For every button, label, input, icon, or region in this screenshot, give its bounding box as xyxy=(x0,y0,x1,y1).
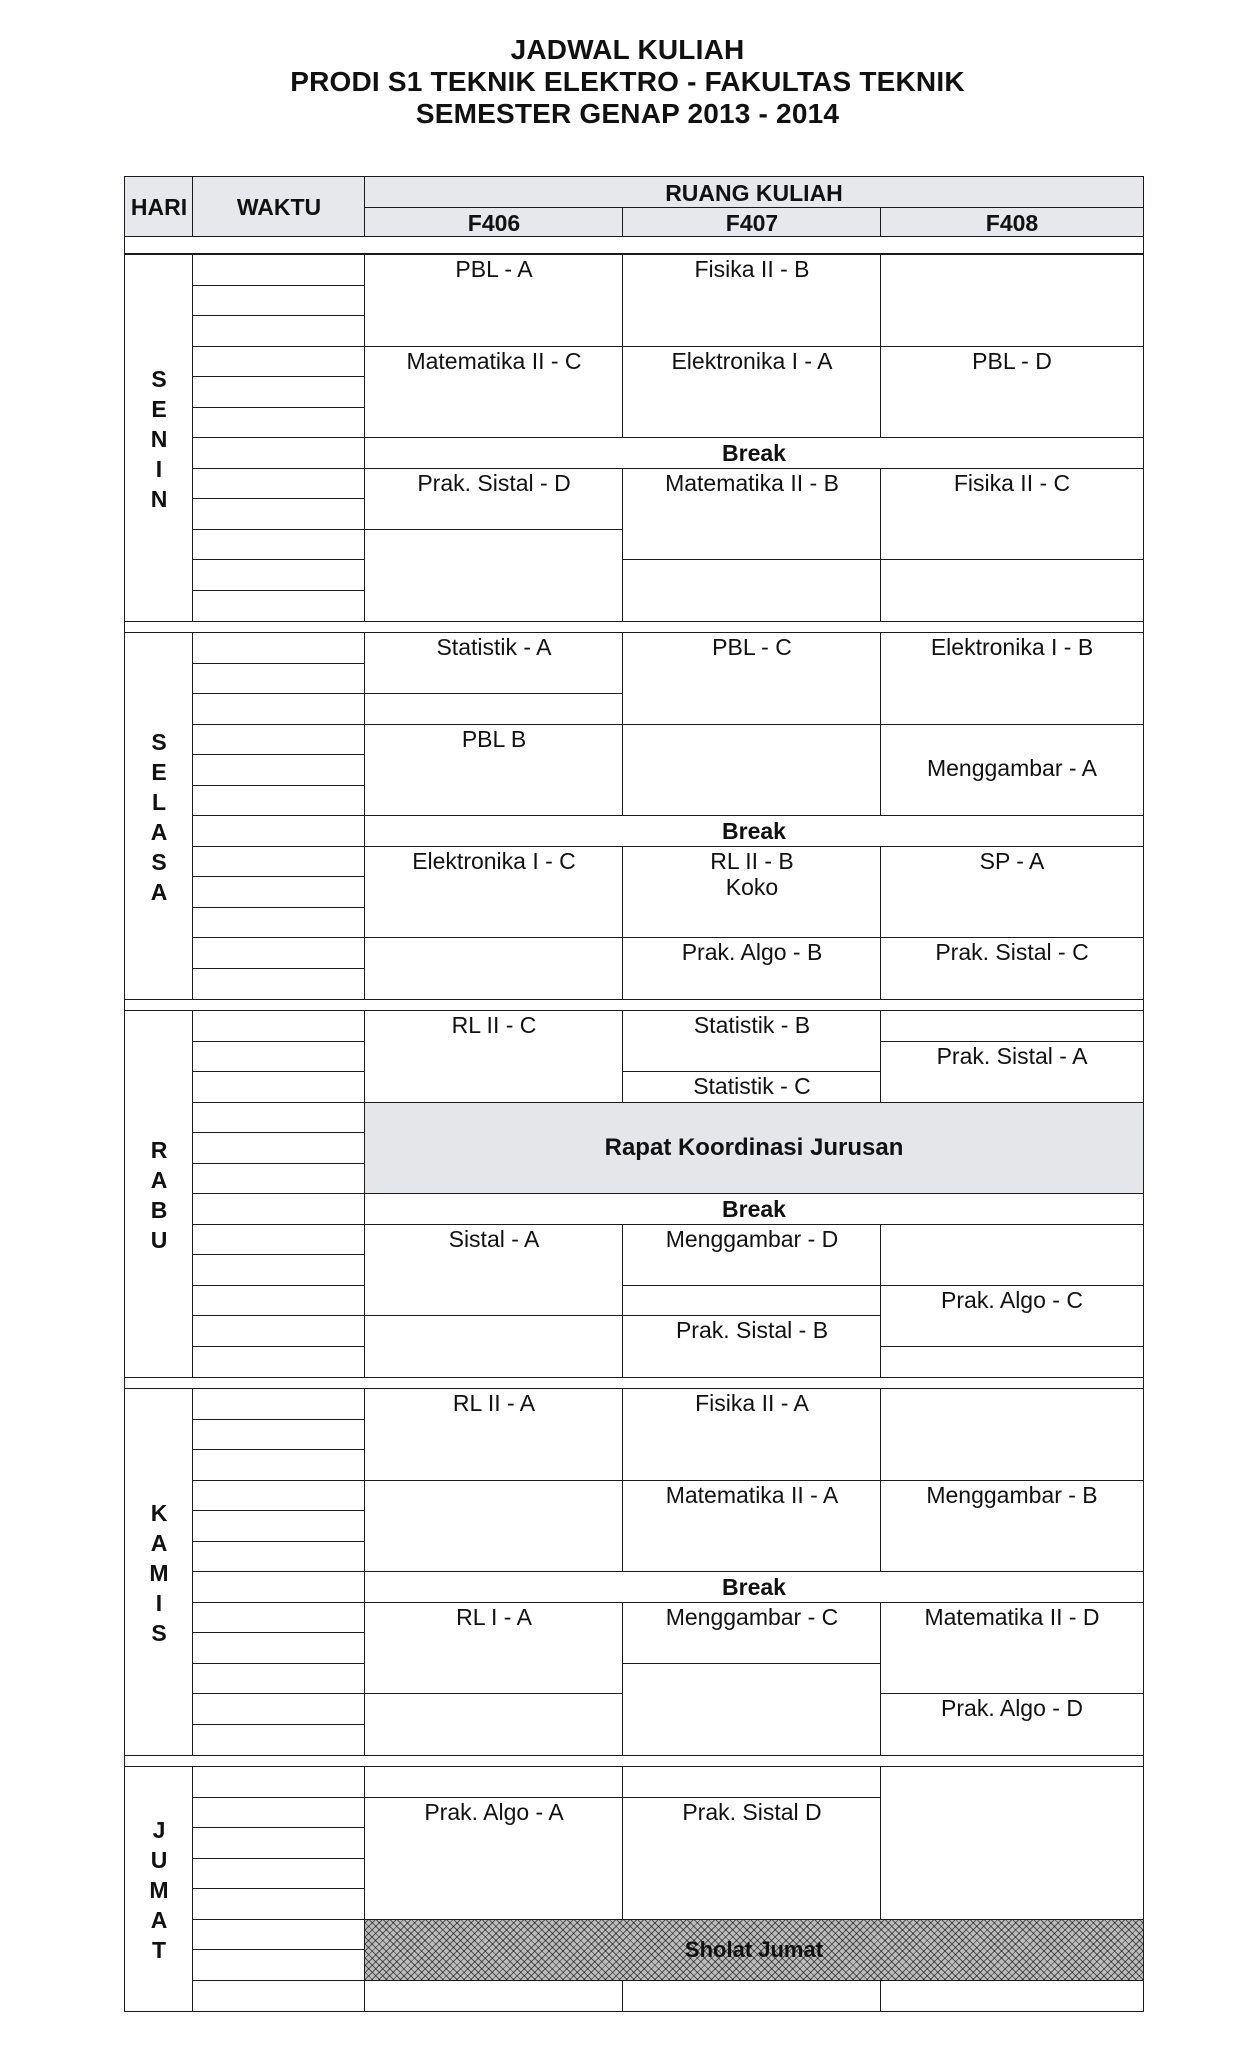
time-slot xyxy=(192,1602,366,1634)
course-label: Fisika II - B xyxy=(694,256,810,282)
course-label: Prak. Algo - A xyxy=(424,1798,564,1825)
day-senin xyxy=(124,254,194,622)
time-slot xyxy=(192,1388,366,1420)
empty-cell xyxy=(880,1980,1144,2012)
empty-cell xyxy=(880,1766,1144,1920)
time-slot xyxy=(192,1315,366,1347)
course-label: PBL B xyxy=(461,725,527,752)
course-label: Elektronika I - B xyxy=(930,634,1094,660)
empty-cell xyxy=(622,1980,882,2012)
empty-cell xyxy=(364,1980,624,2012)
schedule-cell xyxy=(880,468,1144,561)
empty-cell xyxy=(364,1315,624,1378)
day-letter: K xyxy=(150,1499,168,1526)
prayer-block xyxy=(364,1919,1144,1982)
time-slot xyxy=(192,1949,366,1981)
time-slot xyxy=(192,1919,366,1951)
schedule-cell xyxy=(622,632,882,725)
schedule-cell xyxy=(622,254,882,347)
header-waktu: WAKTU xyxy=(192,176,366,238)
time-slot xyxy=(192,1827,366,1859)
meeting-block xyxy=(364,1102,1144,1195)
time-slot xyxy=(192,437,366,469)
time-slot xyxy=(192,693,366,725)
schedule-cell xyxy=(364,1224,624,1317)
time-slot xyxy=(192,1510,366,1542)
schedule-cell xyxy=(880,724,1144,817)
schedule-cell xyxy=(880,346,1144,439)
time-slot xyxy=(192,498,366,530)
course-label: Matematika II - D xyxy=(924,1603,1100,1630)
header-room-f407: F407 xyxy=(622,207,882,238)
course-label: Statistik - C xyxy=(693,1073,811,1099)
schedule-cell xyxy=(622,1010,882,1073)
schedule-cell xyxy=(622,846,882,939)
time-slot xyxy=(192,468,366,500)
time-slot xyxy=(192,1102,366,1134)
course-label: Fisika II - C xyxy=(953,469,1071,496)
title-line-3: SEMESTER GENAP 2013 - 2014 xyxy=(415,98,840,129)
time-slot xyxy=(192,1766,366,1798)
day-letter: A xyxy=(150,1166,168,1193)
empty-cell xyxy=(880,1224,1144,1287)
schedule-cell xyxy=(364,632,624,695)
time-slot xyxy=(192,1193,366,1225)
schedule-body xyxy=(124,176,1144,2056)
schedule-cell xyxy=(364,468,624,531)
schedule-cell xyxy=(880,1693,1144,1756)
time-slot xyxy=(192,754,366,786)
time-slot xyxy=(192,1010,366,1042)
course-label: Break xyxy=(722,1574,786,1600)
empty-cell xyxy=(364,529,624,622)
document-title-block xyxy=(0,34,1255,130)
course-label: Prak. Algo - D xyxy=(941,1695,1083,1721)
day-letter: A xyxy=(150,1529,168,1556)
course-label: Fisika II - A xyxy=(695,1390,809,1416)
time-slot xyxy=(192,590,366,622)
title-line-1: JADWAL KULIAH xyxy=(510,34,745,65)
time-slot xyxy=(192,529,366,561)
empty-cell xyxy=(622,1766,882,1798)
course-label: Statistik - A xyxy=(436,634,552,660)
course-label: PBL - A xyxy=(455,256,533,282)
course-label: Menggambar - D xyxy=(665,1225,839,1252)
time-slot xyxy=(192,1541,366,1573)
header-separator xyxy=(124,236,1144,254)
day-letter: E xyxy=(151,395,167,422)
time-slot xyxy=(192,254,366,286)
day-letter: S xyxy=(151,1619,167,1646)
course-label: Sholat Jumat xyxy=(684,1936,824,1962)
course-label: Prak. Sistal - A xyxy=(936,1042,1088,1069)
time-slot xyxy=(192,1980,366,2012)
schedule-cell xyxy=(364,724,624,817)
day-letter: T xyxy=(151,1936,167,1963)
time-slot xyxy=(192,937,366,969)
schedule-cell xyxy=(880,1480,1144,1573)
course-label: Elektronika I - C xyxy=(412,847,576,874)
day-letter: L xyxy=(151,788,167,815)
course-label: Menggambar - B xyxy=(926,1481,1098,1508)
schedule-cell xyxy=(880,1602,1144,1695)
time-slot xyxy=(192,632,366,664)
time-slot xyxy=(192,407,366,439)
empty-cell xyxy=(880,1388,1144,1481)
day-letter: S xyxy=(151,848,167,875)
schedule-cell xyxy=(880,846,1144,939)
time-slot xyxy=(192,315,366,347)
day-kamis xyxy=(124,1388,194,1756)
course-label: RL II - B xyxy=(710,847,794,874)
header-room-f408: F408 xyxy=(880,207,1144,238)
empty-cell xyxy=(622,724,882,817)
empty-cell xyxy=(622,559,882,622)
course-label: PBL - D xyxy=(972,347,1052,374)
time-slot xyxy=(192,846,366,878)
course-label: Menggambar - A xyxy=(926,755,1098,781)
course-label: Elektronika I - A xyxy=(671,347,833,374)
course-label: Break xyxy=(722,440,786,466)
course-label: Matematika II - B xyxy=(665,469,839,496)
course-label: RL II - C xyxy=(451,1012,537,1038)
empty-cell xyxy=(364,1766,624,1798)
empty-cell xyxy=(622,1663,882,1756)
schedule-cell xyxy=(364,254,624,347)
schedule-cell xyxy=(622,1602,882,1665)
schedule-cell xyxy=(364,1797,624,1921)
header-room-f406: F406 xyxy=(364,207,624,238)
schedule-cell xyxy=(880,1285,1144,1348)
day-letter: A xyxy=(150,1906,168,1933)
time-slot xyxy=(192,559,366,591)
schedule-cell xyxy=(622,346,882,439)
course-label: Prak. Algo - B xyxy=(681,939,823,965)
empty-cell xyxy=(364,1693,624,1756)
time-slot xyxy=(192,1724,366,1756)
schedule-cell xyxy=(880,937,1144,1000)
title-line-2: PRODI S1 TEKNIK ELEKTRO - FAKULTAS TEKNIK xyxy=(290,66,965,97)
day-letter: N xyxy=(150,425,168,452)
course-label: Rapat Koordinasi Jurusan xyxy=(604,1134,904,1161)
schedule-cell xyxy=(364,846,624,939)
course-label: Matematika II - A xyxy=(665,1481,839,1508)
time-slot xyxy=(192,724,366,756)
schedule-cell xyxy=(364,1388,624,1481)
course-label: PBL - C xyxy=(712,634,792,660)
course-label: Break xyxy=(722,818,786,844)
time-slot xyxy=(192,1041,366,1073)
header-hari: HARI xyxy=(124,176,194,238)
empty-cell xyxy=(880,254,1144,347)
schedule-cell xyxy=(622,1797,882,1921)
break-row xyxy=(364,437,1144,469)
day-selasa xyxy=(124,632,194,1000)
break-row xyxy=(364,815,1144,847)
empty-cell xyxy=(880,1010,1144,1042)
time-slot xyxy=(192,346,366,378)
course-label: Sistal - A xyxy=(448,1225,540,1252)
course-label: Prak. Sistal - C xyxy=(935,939,1089,965)
course-label: SP - A xyxy=(979,847,1045,874)
schedule-cell xyxy=(364,1602,624,1695)
time-slot xyxy=(192,1071,366,1103)
day-letter: A xyxy=(150,818,168,845)
time-slot xyxy=(192,1632,366,1664)
day-letter: J xyxy=(152,1816,166,1843)
course-label: Prak. Sistal - B xyxy=(675,1317,829,1343)
day-letter: I xyxy=(155,455,163,482)
time-slot xyxy=(192,907,366,939)
schedule-cell xyxy=(364,1010,624,1103)
day-letter: I xyxy=(155,1589,163,1616)
break-row xyxy=(364,1571,1144,1603)
time-slot xyxy=(192,876,366,908)
empty-cell xyxy=(880,1346,1144,1378)
schedule-sheet xyxy=(124,176,1144,2056)
day-letter: M xyxy=(149,1559,169,1586)
day-rabu xyxy=(124,1010,194,1378)
course-label: Statistik - B xyxy=(693,1012,811,1038)
time-slot xyxy=(192,1419,366,1451)
day-letter: M xyxy=(149,1876,169,1903)
time-slot xyxy=(192,968,366,1000)
empty-cell xyxy=(364,693,624,725)
time-slot xyxy=(192,1224,366,1256)
day-letter: U xyxy=(150,1226,168,1253)
day-letter: S xyxy=(151,728,167,755)
schedule-cell xyxy=(622,937,882,1000)
empty-cell xyxy=(880,559,1144,622)
schedule-cell xyxy=(622,1224,882,1287)
day-jumat xyxy=(124,1766,194,2012)
course-label: Prak. Sistal D xyxy=(682,1798,822,1825)
time-slot xyxy=(192,1285,366,1317)
time-slot xyxy=(192,1480,366,1512)
day-letter: R xyxy=(150,1136,168,1163)
day-letter: N xyxy=(150,485,168,512)
time-slot xyxy=(192,1888,366,1920)
break-row xyxy=(364,1193,1144,1225)
day-letter: U xyxy=(150,1846,168,1873)
schedule-cell xyxy=(364,346,624,439)
schedule-cell xyxy=(880,1041,1144,1104)
course-label: Prak. Algo - C xyxy=(941,1286,1083,1313)
schedule-cell xyxy=(880,632,1144,725)
course-label: Menggambar - C xyxy=(665,1603,839,1630)
time-slot xyxy=(192,285,366,317)
empty-cell xyxy=(364,1480,624,1573)
day-letter: B xyxy=(150,1196,168,1223)
course-label: Prak. Sistal - D xyxy=(417,469,571,496)
time-slot xyxy=(192,1346,366,1378)
empty-cell xyxy=(622,1285,882,1317)
time-slot xyxy=(192,376,366,408)
course-label: RL I - A xyxy=(456,1603,532,1630)
header-ruang-kuliah: RUANG KULIAH xyxy=(364,176,1144,209)
time-slot xyxy=(192,1797,366,1829)
time-slot xyxy=(192,1693,366,1725)
time-slot xyxy=(192,1449,366,1481)
course-label: Koko xyxy=(725,873,779,900)
schedule-cell xyxy=(622,1388,882,1481)
time-slot xyxy=(192,663,366,695)
day-letter: E xyxy=(151,758,167,785)
time-slot xyxy=(192,1663,366,1695)
schedule-cell xyxy=(622,1315,882,1378)
time-slot xyxy=(192,1254,366,1286)
time-slot xyxy=(192,1571,366,1603)
time-slot xyxy=(192,1163,366,1195)
course-label: RL II - A xyxy=(452,1390,536,1416)
time-slot xyxy=(192,1858,366,1890)
course-label: Matematika II - C xyxy=(406,347,582,374)
schedule-cell xyxy=(622,468,882,561)
day-letter: S xyxy=(151,365,167,392)
time-slot xyxy=(192,1132,366,1164)
time-slot xyxy=(192,815,366,847)
empty-cell xyxy=(364,937,624,1000)
day-letter: A xyxy=(150,878,168,905)
schedule-cell xyxy=(622,1480,882,1573)
time-slot xyxy=(192,785,366,817)
course-label: Break xyxy=(722,1196,786,1222)
